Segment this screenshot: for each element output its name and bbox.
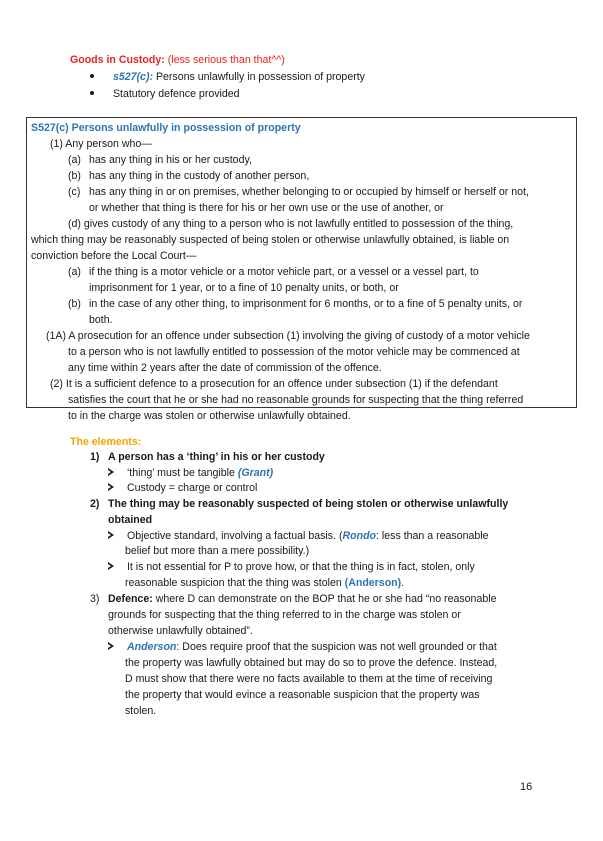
penalty-a-text-1: if the thing is a motor vehicle or a motor vehicle part, or a vessel or a vessel part, to: [89, 266, 479, 278]
top-bullet-1: [90, 71, 365, 83]
subsection-2-line-3: to in the charge was stolen or otherwise unlawfully obtained.: [68, 410, 351, 422]
case-ref: (Anderson): [344, 577, 402, 589]
para-c-text-1: has any thing in or on premises, whether belonging to or occupied by himself or herself or not,: [89, 186, 529, 198]
penalty-a-num: (a): [68, 266, 81, 278]
bullet-text: reasonable suspicion that the thing was stolen: [125, 577, 345, 589]
arrow-bullet-icon: [108, 642, 114, 650]
element-1-bullet-2: [108, 482, 257, 494]
para-a-num: (a): [68, 154, 81, 166]
top-bullet-2: [90, 88, 240, 100]
element-2-text-1: The thing may be reasonably suspected of being stolen or otherwise unlawfully: [108, 498, 509, 510]
element-2-bullet-1-line-2: belief but more than a mere possibility.): [125, 545, 310, 557]
defence-label: Defence:: [108, 593, 153, 605]
statute-title: S527(c) Persons unlawfully in possession of property: [31, 122, 301, 134]
case-ref: (Grant): [237, 467, 274, 479]
arrow-bullet-icon: [108, 531, 114, 539]
bullet-text-end: .: [401, 577, 405, 589]
heading-rest: (less serious than that^^): [164, 54, 285, 66]
element-3-bullet-line-2: the property was lawfully obtained but may do so to prove the defence. Instead,: [125, 657, 498, 669]
element-3-bullet-line-3: D must show that there were no facts available to them at the time of receiving: [125, 673, 493, 685]
element-2-num: 2): [90, 498, 100, 510]
bullet-text: Persons unlawfully in possession of property: [153, 71, 365, 83]
element-3-line-3: otherwise unlawfully obtained”.: [108, 625, 253, 637]
element-3-num: 3): [90, 593, 100, 605]
subsection-2-line-1: (2) It is a sufficient defence to a prosecution for an offence under subsection (1) if the defendant: [50, 378, 498, 390]
page-number: 16: [520, 781, 533, 793]
arrow-bullet-icon: [108, 562, 114, 570]
bullet-text-cont: : less than a reasonable: [376, 530, 489, 542]
section-heading: [70, 54, 285, 66]
bullet-text: Objective standard, involving a factual basis. (: [126, 530, 343, 542]
arrow-bullet-icon: [108, 483, 114, 491]
heading-bold: Goods in Custody:: [70, 54, 165, 66]
para-d-line-1: (d) gives custody of any thing to a person who is not lawfully entitled to possession of the thing,: [68, 218, 514, 230]
element-3-bullet-1: [108, 641, 497, 653]
subsection-1a-line-3: any time within 2 years after the date of commission of the offence.: [68, 362, 382, 374]
penalty-a-text-2: imprisonment for 1 year, or to a fine of 10 penalty units, or both, or: [89, 282, 399, 294]
para-b-num: (b): [68, 170, 81, 182]
bullet-text: : Does require proof that the suspicion was not well grounded or that: [176, 641, 497, 653]
case-ref: Anderson: [126, 641, 177, 653]
element-1-text: A person has a ‘thing’ in his or her custody: [108, 451, 325, 463]
case-ref: Rondo: [342, 530, 377, 542]
element-2-text-2: obtained: [108, 514, 153, 526]
element-3-bullet-line-4: the property that would evince a reasonable suspicion that the property was: [125, 689, 480, 701]
subsection-2-line-2: satisfies the court that he or she had no reasonable grounds for suspecting that the thing referred: [68, 394, 524, 406]
element-2-bullet-1: [108, 530, 489, 542]
bullet-icon: [90, 91, 94, 95]
penalty-b-text-2: both.: [89, 314, 113, 326]
element-2-bullet-2-line-2: [125, 577, 404, 589]
element-3-text: where D can demonstrate on the BOP that he or she had “no reasonable: [152, 593, 497, 605]
bullet-icon: [90, 74, 94, 78]
bullet-text: ‘thing’ must be tangible: [126, 467, 238, 479]
element-1-bullet-1: [108, 467, 273, 479]
element-2-bullet-2: [108, 561, 475, 573]
penalty-b-text-1: in the case of any other thing, to imprisonment for 6 months, or to a fine of 5 penalty units, or: [89, 298, 523, 310]
subsection-1a-line-1: (1A) A prosecution for an offence under subsection (1) involving the giving of custody of a motor vehicle: [46, 330, 530, 342]
para-c-num: (c): [68, 186, 81, 198]
bullet-text: Custody = charge or control: [126, 482, 258, 494]
element-3-line-1: [108, 593, 496, 605]
arrow-bullet-icon: [108, 468, 114, 476]
para-d-line-2: which thing may be reasonably suspected of being stolen or otherwise unlawfully obtained, is liable on: [31, 234, 510, 246]
subsection-1a-line-2: to a person who is not lawfully entitled to possession of the motor vehicle may be commenced at: [68, 346, 520, 358]
bullet-text: Statutory defence provided: [112, 88, 240, 100]
penalty-b-num: (b): [68, 298, 81, 310]
element-1-num: 1): [90, 451, 100, 463]
para-a-text: has any thing in his or her custody,: [89, 154, 252, 166]
bullet-text: It is not essential for P to prove how, or that the thing is in fact, stolen, only: [126, 561, 475, 573]
element-3-bullet-line-5: stolen.: [125, 705, 157, 717]
statute-subsection-1: (1) Any person who—: [50, 138, 152, 150]
para-c-text-2: or whether that thing is there for his or her own use or the use of another, or: [89, 202, 444, 214]
element-3-line-2: grounds for suspecting that the thing referred to in the charge was stolen or: [108, 609, 461, 621]
case-ref: s527(c):: [112, 71, 153, 83]
para-b-text: has any thing in the custody of another person,: [89, 170, 310, 182]
elements-heading: The elements:: [70, 436, 142, 448]
para-d-line-3: conviction before the Local Court—: [31, 250, 197, 262]
